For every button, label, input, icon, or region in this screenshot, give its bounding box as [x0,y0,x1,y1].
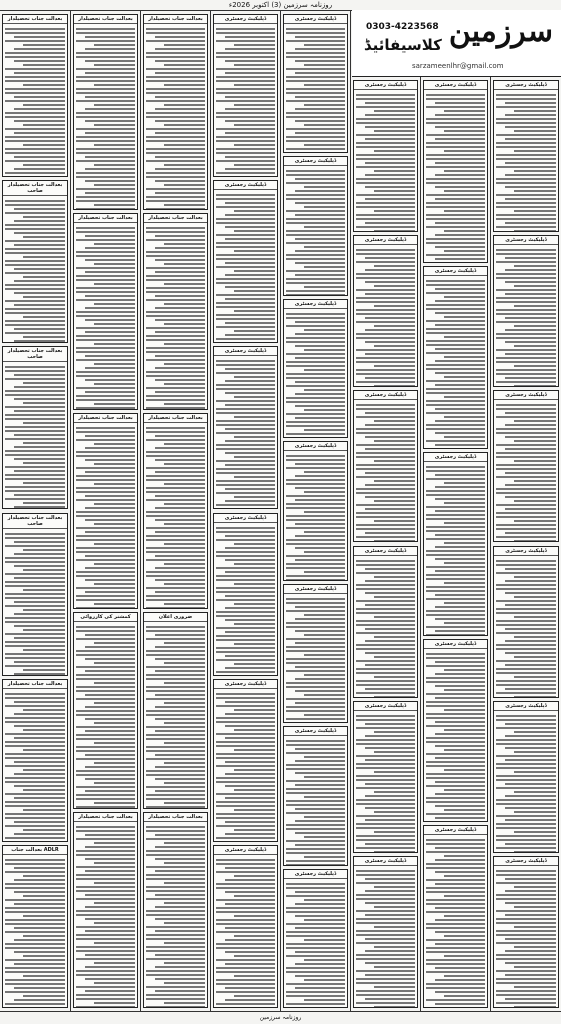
ad-text-block [284,166,347,295]
ad-text-block [214,356,277,509]
footer: روزنامہ سرزمین [0,1011,561,1024]
phone-number: 0303-4223568 [366,22,439,32]
ad-title: بعدالت جناب تحصیلدار [144,414,207,423]
ad-text-block [74,24,137,210]
ad-title: ڈپلیکیٹ رجسٹری [354,547,417,556]
classified-ad [283,869,348,1008]
ad-text-block [144,24,207,210]
ad-title: ڈپلیکیٹ رجسٹری [284,442,347,451]
column-5 [280,11,350,1012]
ad-title: بعدالت جناب تحصیلدار [74,813,137,822]
classified-ad [2,679,68,842]
ad-title: ڈپلیکیٹ رجسٹری [424,640,487,649]
ad-text-block [494,866,558,1008]
ad-text-block [354,556,417,698]
ad-title: ڈپلیکیٹ رجسٹری [284,300,347,309]
ad-title: ڈپلیکیٹ رجسٹری [354,81,417,90]
classified-ad [283,299,348,438]
classified-ad [283,584,348,723]
classified-ad [213,845,278,1008]
ad-title: بعدالت جناب ADLR [3,846,67,855]
ad-text-block [214,523,277,676]
classified-ad [2,180,68,343]
classified-ad [493,235,559,387]
email-address: sarzameenlhr@gmail.com [412,62,504,70]
classified-ad [423,80,488,263]
ad-title: ڈپلیکیٹ رجسٹری [354,391,417,400]
column-3 [140,11,210,1012]
dateline: روزنامہ سرزمین (3) اکتوبر 2026ء [0,0,561,11]
ad-title: ضروری اعلان [144,613,207,622]
ad-text-block [144,423,207,609]
ad-text-block [144,622,207,808]
classified-ad [493,701,559,853]
column-1 [0,11,70,1012]
ad-text-block [354,245,417,387]
column-6 [350,11,420,1012]
classified-ad [283,726,348,865]
ad-text-block [284,594,347,723]
section-title: کلاسیفائیڈ [364,36,442,54]
ad-text-block [3,855,67,1008]
ad-title: بعدالت جناب تحصیلدار [144,214,207,223]
classified-ad [493,856,559,1008]
ad-text-block [354,711,417,853]
classified-ad [423,266,488,449]
ad-text-block [284,451,347,580]
ad-text-block [3,24,67,177]
ad-title: ڈپلیکیٹ رجسٹری [424,826,487,835]
ad-text-block [284,736,347,865]
classified-ad [493,546,559,698]
ad-text-block [214,855,277,1008]
ad-title: ڈپلیکیٹ رجسٹری [214,181,277,190]
ad-text-block [214,24,277,177]
ad-title: بعدالت جناب تحصیلدار صاحب [3,514,67,529]
ad-text-block [284,24,347,153]
classified-ad [353,235,418,387]
ad-title: ڈپلیکیٹ رجسٹری [284,870,347,879]
ad-title: بعدالت جناب تحصیلدار [3,15,67,24]
column-2 [70,11,140,1012]
ad-title: بعدالت جناب تحصیلدار [3,680,67,689]
classified-ad [143,213,208,409]
ad-text-block [424,90,487,263]
ad-text-block [3,529,67,676]
ad-text-block [424,276,487,449]
classified-ad [423,452,488,635]
ad-text-block [74,622,137,808]
classified-ad [283,441,348,580]
ad-text-block [424,462,487,635]
ad-text-block [284,309,347,438]
classified-ad [283,156,348,295]
classified-ad [423,639,488,822]
classified-ad [353,546,418,698]
ad-title: ڈپلیکیٹ رجسٹری [284,585,347,594]
classified-ad [2,513,68,676]
ad-title: بعدالت جناب تحصیلدار [74,214,137,223]
ad-text-block [494,245,558,387]
classified-ad [143,812,208,1008]
ad-title: ڈپلیکیٹ رجسٹری [214,846,277,855]
masthead [352,10,561,77]
column-4 [210,11,280,1012]
ad-title: ڈپلیکیٹ رجسٹری [494,547,558,556]
classified-ad [353,390,418,542]
classified-ad [73,14,138,210]
ad-text-block [3,196,67,343]
classified-ad [353,80,418,232]
classified-ad [213,513,278,676]
ad-text-block [354,400,417,542]
ad-title: ڈپلیکیٹ رجسٹری [494,702,558,711]
classified-ad [73,413,138,609]
classified-ad [353,701,418,853]
classified-ad [73,213,138,409]
ad-text-block [3,362,67,509]
ad-text-block [74,423,137,609]
classified-ad [143,413,208,609]
classified-ad [283,14,348,153]
ad-title: ڈپلیکیٹ رجسٹری [214,347,277,356]
classified-columns [0,11,561,1012]
ad-title: ڈپلیکیٹ رجسٹری [354,857,417,866]
ad-text-block [144,822,207,1008]
ad-title: ڈپلیکیٹ رجسٹری [284,727,347,736]
ad-title: بعدالت جناب تحصیلدار صاحب [3,181,67,196]
classified-ad [423,825,488,1008]
classified-ad [73,812,138,1008]
paper-title: سرزمین [448,14,553,49]
classified-ad [2,14,68,177]
ad-title: ڈپلیکیٹ رجسٹری [284,157,347,166]
ad-title: ڈپلیکیٹ رجسٹری [494,391,558,400]
ad-title: بعدالت جناب تحصیلدار [74,414,137,423]
ad-text-block [74,223,137,409]
ad-title: ڈپلیکیٹ رجسٹری [424,81,487,90]
ad-text-block [494,556,558,698]
ad-title: بعدالت جناب تحصیلدار صاحب [3,347,67,362]
classified-ad [2,346,68,509]
classified-ad [213,346,278,509]
ad-title: ڈپلیکیٹ رجسٹری [494,81,558,90]
ad-text-block [284,879,347,1008]
ad-title: ڈپلیکیٹ رجسٹری [424,453,487,462]
classified-ad [493,390,559,542]
ad-title: ڈپلیکیٹ رجسٹری [494,857,558,866]
classified-ad [213,180,278,343]
column-8 [490,11,561,1012]
ad-title: ڈپلیکیٹ رجسٹری [284,15,347,24]
ad-text-block [214,190,277,343]
ad-title: بعدالت جناب تحصیلدار [144,813,207,822]
ad-title: کمشنر کی کارروائی [74,613,137,622]
ad-title: ڈپلیکیٹ رجسٹری [214,514,277,523]
ad-title: ڈپلیکیٹ رجسٹری [354,236,417,245]
classified-ad [143,14,208,210]
classified-ad [213,679,278,842]
classified-ad [213,14,278,177]
ad-title: ڈپلیکیٹ رجسٹری [214,680,277,689]
ad-text-block [494,711,558,853]
ad-text-block [214,689,277,842]
classified-ad [2,845,68,1008]
ad-text-block [3,689,67,842]
ad-text-block [354,866,417,1008]
ad-title: بعدالت جناب تحصیلدار [144,15,207,24]
ad-text-block [74,822,137,1008]
ad-text-block [424,649,487,822]
ad-title: بعدالت جناب تحصیلدار [74,15,137,24]
ad-text-block [144,223,207,409]
classified-ad [493,80,559,232]
classified-ad [143,612,208,808]
ad-text-block [354,90,417,232]
ad-title: ڈپلیکیٹ رجسٹری [214,15,277,24]
ad-title: ڈپلیکیٹ رجسٹری [494,236,558,245]
ad-text-block [494,90,558,232]
classified-ad [353,856,418,1008]
ad-title: ڈپلیکیٹ رجسٹری [354,702,417,711]
ad-text-block [494,400,558,542]
ad-text-block [424,835,487,1008]
ad-title: ڈپلیکیٹ رجسٹری [424,267,487,276]
classified-ad [73,612,138,808]
column-7 [420,11,490,1012]
